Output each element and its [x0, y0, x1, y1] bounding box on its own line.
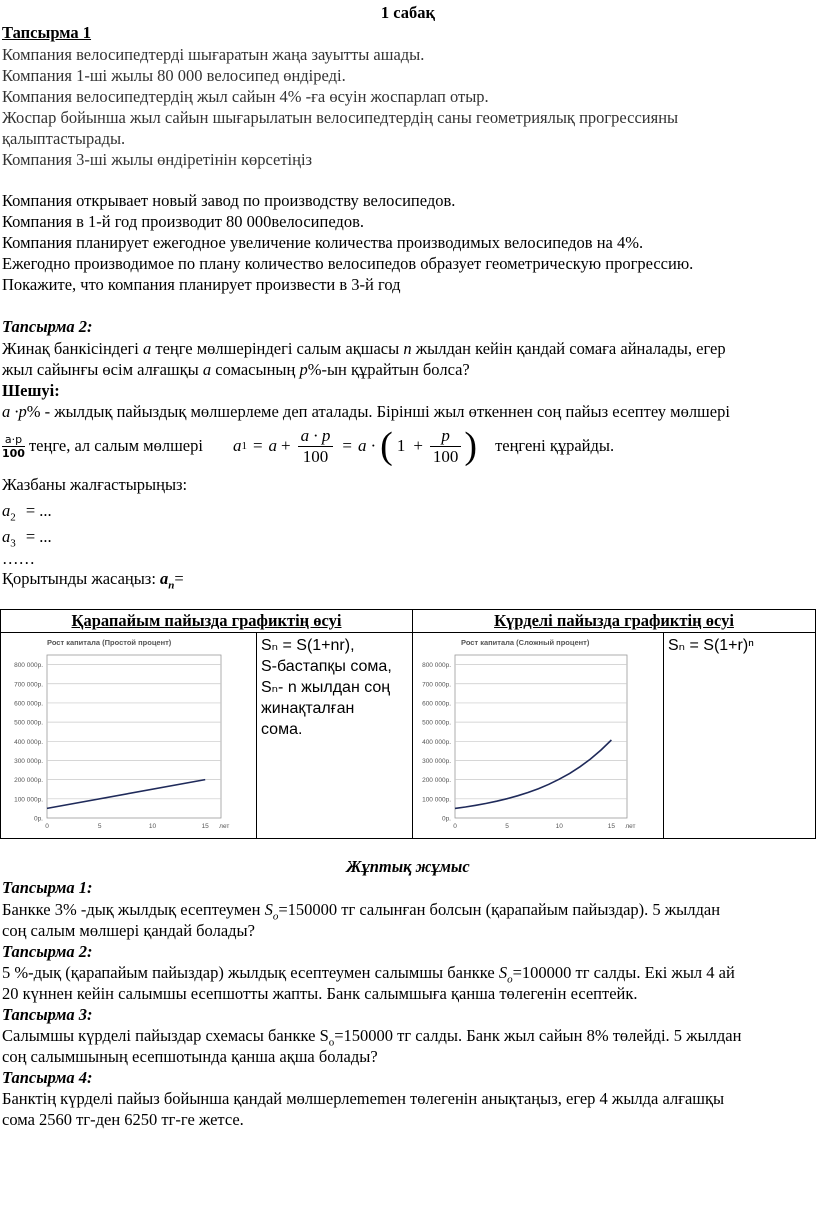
y-tick-label: 200 000р. [14, 777, 43, 785]
solution-line1 [2, 401, 730, 423]
text: теңге, ал салым мөлшері [28, 436, 203, 455]
y-tick-label: 700 000р. [14, 681, 43, 689]
var-a: a [160, 569, 169, 588]
subscript: n [168, 579, 175, 592]
subscript: o [272, 910, 279, 923]
y-tick-label: 800 000р. [422, 662, 451, 670]
var-a: a [232, 436, 242, 455]
y-tick-label: 300 000р. [14, 757, 43, 765]
y-tick-label: 100 000р. [14, 796, 43, 804]
text: % - жылдық пайыздық мөлшерлеме деп аталады. Бірінші жыл өткеннен соң пайыз есептеу мөлшері [26, 402, 730, 421]
fraction-denominator: 100 [302, 446, 329, 466]
y-tick-label: 800 000р. [14, 662, 43, 670]
header-cell [413, 610, 816, 633]
task1-kz-line: қалыптастырады. [2, 129, 126, 148]
fraction-denominator: 100 [432, 446, 459, 466]
x-unit-label: лет [625, 823, 636, 830]
pair-work-title: Жұптық жұмыс [346, 857, 470, 876]
y-tick-label: 700 000р. [422, 681, 451, 689]
ellipsis-value: = ... [25, 501, 52, 520]
equals-sign: = [252, 436, 263, 455]
compound-interest-chart [413, 633, 659, 833]
y-tick-label: 100 000р. [422, 796, 451, 804]
text: жыл сайынғы өсім алғашқы [2, 360, 203, 379]
text: теңге мөлшеріндегі салым ақшасы [151, 339, 404, 358]
var-a: a [2, 501, 11, 520]
x-tick-label: 0 [45, 823, 49, 830]
pw-task1-line2: соң салым мөлшері қандай болады? [2, 921, 255, 940]
x-tick-label: 5 [505, 823, 509, 830]
formula-line: Sₙ- n жылдан соң [261, 679, 391, 696]
right-paren: ) [464, 425, 478, 467]
left-paren: ( [380, 425, 393, 467]
interest-fraction [2, 433, 25, 460]
header-cell [1, 610, 413, 633]
pw-task2-line2: 20 күннен кейін салымшы есепшотты жапты. Банк салымшыға қанша төлегенін есептейк. [2, 984, 638, 1003]
task2-title: Тапсырма 2: [2, 317, 93, 336]
y-tick-label: 200 000р. [422, 777, 451, 785]
y-tick-label: 400 000р. [422, 738, 451, 746]
formula-line: Sₙ = S(1+nr), [261, 637, 355, 654]
formula-line: сома. [261, 721, 303, 738]
compound-formula [233, 426, 477, 467]
text: =150000 тг салынған болсын (қарапайым пайыздар). 5 жылдан [278, 900, 721, 919]
var-p: p [299, 360, 308, 379]
var-a: a [268, 436, 278, 455]
pw-task2-title: Тапсырма 2: [2, 942, 93, 961]
y-tick-label: 500 000р. [422, 719, 451, 727]
task1-kz-line: Компания 1-ші жылы 80 000 велосипед өндіреді. [2, 66, 346, 85]
fraction-numerator: a · p [298, 426, 334, 447]
growth-table [0, 609, 816, 839]
subscript: o [507, 973, 513, 986]
y-tick-label: 0р. [33, 815, 43, 823]
fraction [298, 426, 334, 467]
formula-line: S-бастапқы сома, [261, 658, 392, 675]
x-tick-label: 15 [607, 823, 615, 830]
chart-title: Рост капитала (Сложный процент) [461, 638, 590, 647]
fraction-numerator: p [430, 426, 462, 447]
x-unit-label: лет [219, 823, 230, 830]
task2-question-line2 [2, 359, 470, 381]
task1-kz-line: Компания велосипедтердің жыл сайын 4% -ға өсуін жоспарлап отыр. [2, 87, 489, 106]
chart-title: Рост капитала (Простой процент) [47, 638, 172, 647]
var-a: a [143, 339, 152, 358]
task1-kz-line: Компания 3-ші жылы өндіретінін көрсетіңіз [2, 150, 313, 169]
pw-task3-title: Тапсырма 3: [2, 1005, 93, 1024]
task1-ru-line: Компания в 1-й год производит 80 000велосипедов. [2, 212, 364, 231]
var-s: S [498, 963, 508, 982]
simple-interest-chart [1, 633, 253, 833]
task1-title: Тапсырма 1 [2, 23, 92, 42]
x-tick-label: 10 [148, 823, 157, 830]
x-tick-label: 0 [453, 823, 457, 830]
a2-line [2, 500, 52, 528]
text: 5 %-дық (қарапайым пайыздар) жылдық есептеумен салымшы банкке [2, 963, 499, 982]
task1-ru-line: Ежегодно производимое по плану количество велосипедов образует геометрическую прогрессию. [2, 254, 694, 273]
var-s: S [264, 900, 273, 919]
plot-area [455, 655, 627, 818]
text: Жинақ банкісіндегі [2, 339, 143, 358]
fraction [430, 426, 462, 467]
y-tick-label: 600 000р. [422, 700, 451, 708]
plus-sign: + [281, 436, 291, 455]
x-tick-label: 15 [201, 823, 209, 830]
var-a: a [357, 436, 367, 455]
y-tick-label: 300 000р. [422, 757, 451, 765]
text: Қорытынды жасаңыз: [2, 569, 161, 588]
solution-formula-line [2, 424, 614, 468]
subscript: 1 [241, 440, 247, 452]
task1-kz-line: Компания велосипедтерді шығаратын жаңа зауытты ашады. [2, 45, 425, 64]
formula-line: жинақталған [261, 700, 355, 717]
task1-kz-line: Жоспар бойынша жыл сайын шығарылатын велосипедтердің саны геометриялық прогрессияны [2, 108, 679, 127]
fraction-denominator: 100 [2, 446, 25, 460]
compound-chart-cell [413, 633, 664, 839]
compound-formula-cell [664, 633, 816, 839]
ellipsis-value: = ... [25, 527, 52, 546]
simple-chart-cell [1, 633, 257, 839]
pw-task1-title: Тапсырма 1: [2, 878, 93, 897]
plus-sign: + [413, 436, 423, 455]
subscript: o [328, 1036, 335, 1049]
dot-sign: · [370, 436, 377, 455]
dots: …… [2, 549, 35, 568]
var-a: a [2, 527, 11, 546]
solution-label: Шешуі: [2, 381, 60, 400]
text: %-ын құрайтын болса? [307, 360, 470, 379]
text: жылдан кейін қандай сомаға айналады, егер [411, 339, 726, 358]
pw-task3-line2: соң салымшының есепшотында қанша ақша болады? [2, 1047, 378, 1066]
header-right: Күрделі пайызда графиктің өсуі [494, 611, 734, 630]
text: Банкке 3% -дық жылдық есептеумен [2, 900, 265, 919]
lesson-title: 1 сабақ [380, 3, 436, 22]
simple-formula-cell [257, 633, 413, 839]
x-tick-label: 5 [97, 823, 102, 830]
text: =150000 тг салды. Банк жыл сайын 8% төлейді. 5 жылдан [334, 1026, 742, 1045]
one: 1 [396, 436, 406, 455]
equals-sign: = [174, 569, 184, 588]
task2-question-line1 [2, 338, 726, 360]
text: =100000 тг салды. Екі жыл 4 ай [512, 963, 735, 982]
subscript: 2 [10, 511, 16, 524]
var-n: n [403, 339, 412, 358]
pw-task4-title: Тапсырма 4: [2, 1068, 93, 1087]
y-tick-label: 400 000р. [14, 738, 43, 746]
plot-area [47, 655, 221, 818]
text: теңгені құрайды. [495, 436, 615, 455]
conclusion-line [2, 568, 184, 596]
task1-ru-line: Компания открывает новый завод по производству велосипедов. [2, 191, 456, 210]
header-left: Қарапайым пайызда графиктің өсуі [71, 611, 342, 630]
text: Салымшы күрделі пайыздар схемасы банкке S [2, 1026, 329, 1045]
var-a: a [202, 360, 212, 379]
y-tick-label: 600 000р. [14, 700, 43, 708]
y-tick-label: 0р. [441, 815, 451, 823]
pw-task4-line1: Банктің күрделі пайыз бойынша қандай мөлшерлememен төлегенін анықтаңыз, егер 4 жылда алғашқы [2, 1089, 725, 1108]
compound-formula-text: Sₙ = S(1+r)ⁿ [668, 637, 755, 654]
var-ap: a ·p [2, 402, 27, 421]
continue-label: Жазбаны жалғастырыңыз: [2, 475, 188, 494]
subscript: 3 [10, 537, 16, 550]
y-tick-label: 500 000р. [14, 719, 43, 727]
task1-ru-line: Покажите, что компания планирует произвести в 3-й год [2, 275, 401, 294]
equals-sign: = [342, 436, 352, 455]
simple-formula [257, 633, 412, 742]
text: сомасының [211, 360, 300, 379]
fraction-numerator: a·p [2, 433, 25, 447]
x-tick-label: 10 [555, 823, 563, 830]
task1-ru-line: Компания планирует ежегодное увеличение количества производимых велосипедов на 4%. [2, 233, 644, 252]
pw-task4-line2: сома 2560 тг-ден 6250 тг-ге жетсе. [2, 1110, 244, 1129]
